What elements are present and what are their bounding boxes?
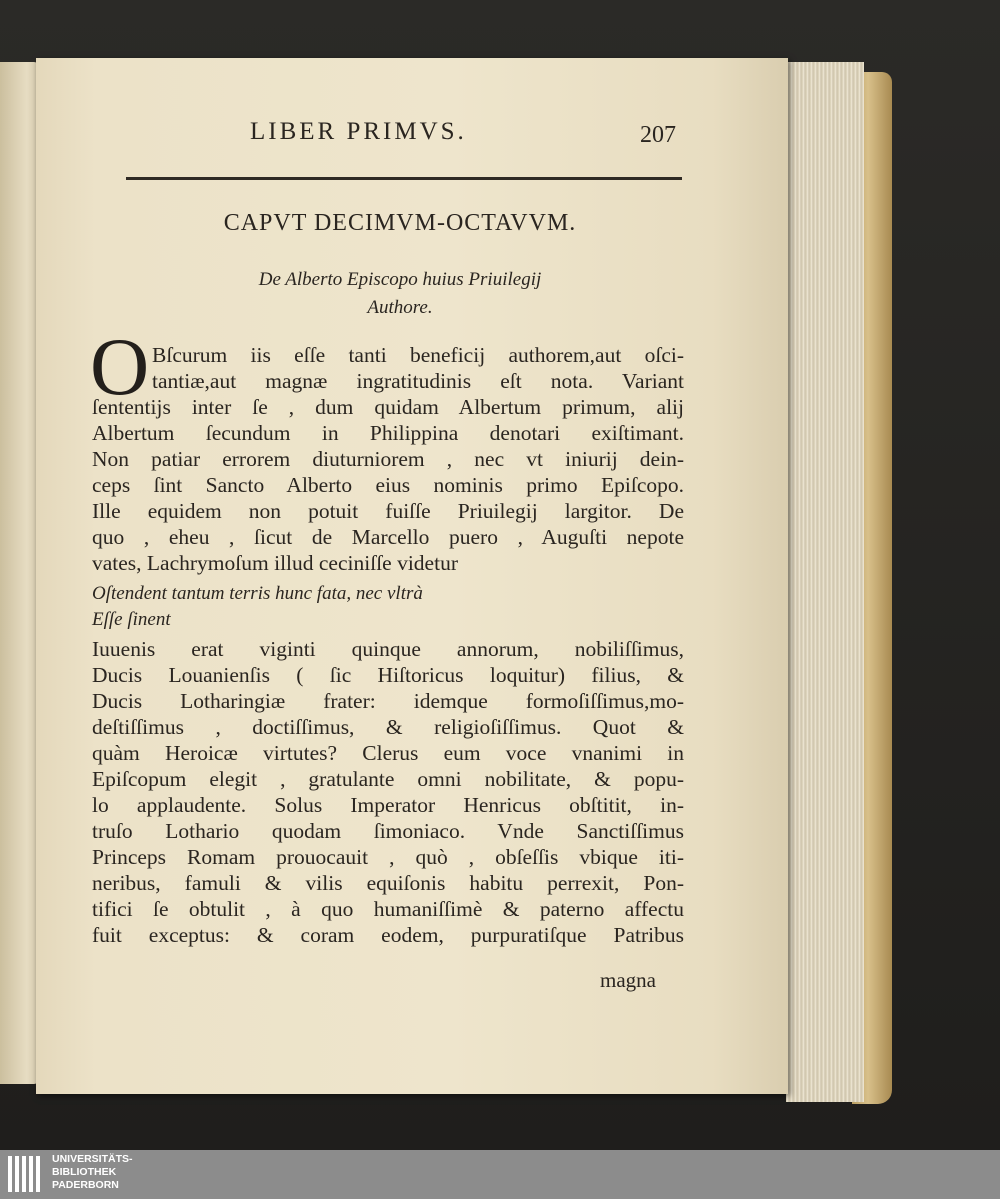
running-head: LIBER PRIMVS. [250, 118, 467, 145]
chapter-subtitle [120, 266, 680, 322]
subtitle-line: De Alberto Episcopo huius Priuilegij [258, 269, 542, 290]
body-line: Epiſcopum elegit , gratulante omni nobilitate, & popu- [92, 767, 684, 791]
body-line: ſententijs inter ſe , dum quidam Albertum primum, alij [92, 395, 684, 419]
body-line: quàm Heroicæ virtutes? Clerus eum voce vnanimi in [92, 741, 684, 765]
footer-bar [0, 1150, 1000, 1199]
body-line: Albertum ſecundum in Philippina denotari exiſtimant. [92, 421, 684, 445]
library-name [52, 1153, 252, 1192]
library-name-line: PADERBORN [52, 1179, 119, 1191]
page-stack-edges [786, 62, 864, 1102]
library-name-line: UNIVERSITÄTS- [52, 1153, 133, 1165]
body-line: Ducis Lotharingiæ frater: idemque formoſiſſimus,mo- [92, 689, 684, 713]
library-logo-icon [6, 1152, 46, 1196]
library-name-line: BIBLIOTHEK [52, 1166, 117, 1178]
body-line: fuit exceptus: & coram eodem, purpuratiſque Patribus [92, 923, 684, 947]
body-line: tantiæ,aut magnæ ingratitudinis eſt nota. Variant [152, 369, 684, 393]
body-line: vates, Lachrymoſum illud ceciniſſe videtur [92, 551, 458, 575]
body-line: Iuuenis erat viginti quinque annorum, nobiliſſimus, [92, 637, 684, 661]
body-line: ceps ſint Sancto Alberto eius nominis primo Epiſcopo. [92, 473, 684, 497]
body-line: Princeps Romam prouocauit , quò , obſeſſis vbique iti- [92, 845, 684, 869]
body-line: truſo Lothario quodam ſimoniaco. Vnde Sanctiſſimus [92, 819, 684, 843]
previous-page-edge [0, 62, 38, 1084]
body-line: neribus, famuli & vilis equiſonis habitu perrexit, Pon- [92, 871, 684, 895]
catchword: magna [600, 968, 656, 992]
verse-line: Eſſe ſinent [92, 609, 171, 630]
page-header [220, 118, 700, 154]
body-line: deſtiſſimus , doctiſſimus, & religioſiſſimus. Quot & [92, 715, 684, 739]
body-line: quo , eheu , ſicut de Marcello puero , Auguſti nepote [92, 525, 684, 549]
body-line: Bſcurum iis eſſe tanti beneficij authorem,aut oſci- [152, 343, 684, 367]
page-number: 207 [640, 122, 676, 148]
verse-line: Oſtendent tantum terris hunc fata, nec vltrà [92, 583, 423, 604]
body-line: Ducis Louanienſis ( ſic Hiſtoricus loquitur) filius, & [92, 663, 684, 687]
body-line: Ille equidem non potuit fuiſſe Priuilegij largitor. De [92, 499, 684, 523]
drop-cap: O [90, 321, 150, 412]
chapter-title: CAPVT DECIMVM-OCTAVVM. [223, 210, 577, 236]
subtitle-line: Authore. [367, 297, 433, 318]
body-line: lo applaudente. Solus Imperator Henricus obſtitit, in- [92, 793, 684, 817]
body-line: Non patiar errorem diuturniorem , nec vt iniurij dein- [92, 447, 684, 471]
body-line: tifici ſe obtulit , à quo humaniſſimè & paterno affectu [92, 897, 684, 921]
header-rule [126, 177, 682, 180]
